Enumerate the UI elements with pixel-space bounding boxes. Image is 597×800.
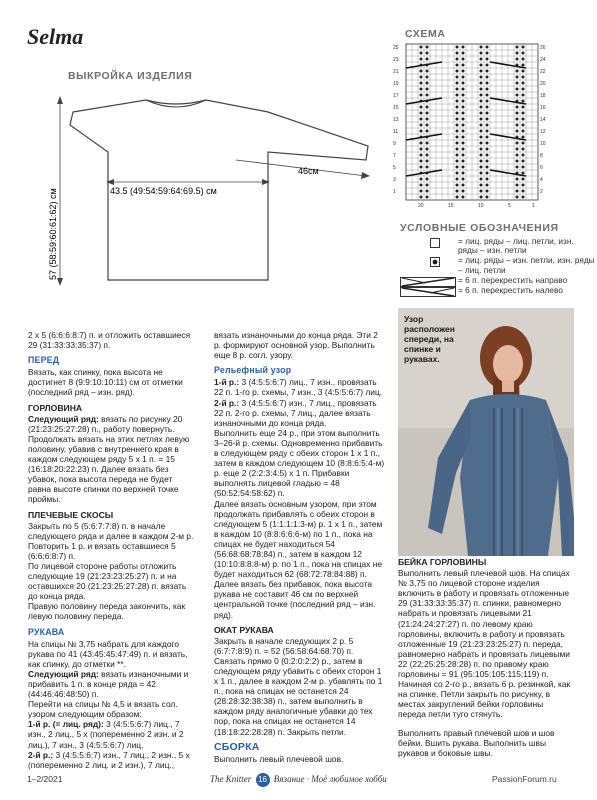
purl-dot [522,148,525,151]
page-number: 16 [256,773,270,787]
row1-paragraph: 1-й р. (= лиц. ряд): 3 (4:5:5:6:7) лиц., 7 изн., 2 лиц., 5 х (попеременно 2 изн. и 2 лиц.), 7 изн., 3 (4:5:5:6:7) лиц. [28,719,184,750]
purl-dot [486,118,489,121]
purl-dot [456,148,459,151]
purl-dot [426,70,429,73]
row-label: 21 [393,69,399,75]
purl-dot [462,100,465,103]
purl-dot [420,184,423,187]
purl-dot [420,166,423,169]
purl-dot [426,46,429,49]
purl-dot [456,154,459,157]
purl-dot [420,112,423,115]
purl-dot [522,64,525,67]
purl-dot [462,64,465,67]
purl-dot [462,88,465,91]
purl-dot [522,100,525,103]
purl-dot [462,124,465,127]
purl-dot [486,112,489,115]
purl-dot [456,94,459,97]
relief-text-3: Далее вязать без прибавок, пока высота рукава не составит 46 см по верхней центральной точке (последний ряд – изн. ряд). [214,579,376,620]
purl-dot [486,46,489,49]
purl-dot [516,154,519,157]
cap-text: Закрыть в начале следующих 2 р. 5 (6:7:7:8:9) п. = 52 (56:58:64:68:70) п. Связать прямо 0 (0:2:0:2:2) р., затем в следующем ряду убавить с обеих сторон 1 х 1 п., далее в каждом 2-м р. убавлять по 1 п., пока на спицах не останется 24 (28:28:32:38:38) п., затем выполнить в каждом ряду аналогичные убавки до тех пор, пока на спицах не останется 14 (18:18:22:28:28) п. Закрыть петли. [214,635,383,737]
legend-title: УСЛОВНЫЕ ОБОЗНАЧЕНИЯ [400,222,559,234]
purl-dot [516,166,519,169]
pattern-title: ВЫКРОЙКА ИЗДЕЛИЯ [68,70,193,82]
purl-dot [462,52,465,55]
row-label: 18 [540,93,546,99]
purl-dot [522,46,525,49]
purl-dot [480,100,483,103]
purl-dot [480,172,483,175]
purl-dot [486,100,489,103]
purl-dot [480,88,483,91]
row-label: 17 [393,93,399,99]
purl-dot [456,124,459,127]
purl-dot [420,94,423,97]
purl-dot [426,88,429,91]
relief-text-2: Далее вязать основным узором, при этом продолжать прибавлять с обеих сторон в следующем 5 (1:1:1:1:3-м) р. 1 х 1 п., затем в каждом 10 (8:8:6:6:6-м) по 1 п., пока на спицах не будет находиться 54 (56:68:68:78:84) п., затем в каждом 12 (10:10:8:8:8-м) р. по 1 п., пока на спицах не будет находиться 62 (68:72:78:84:88) п. [214,498,383,580]
text-column-2 [214,330,386,764]
purl-dot [456,82,459,85]
purl-dot [486,154,489,157]
purl-dot [462,172,465,175]
purl-dot [480,58,483,61]
purl-dot [516,76,519,79]
relief-heading: Рельефный узор [214,365,292,376]
purl-dot [420,88,423,91]
purl-dot [480,70,483,73]
purl-dot [480,64,483,67]
purl-dot [426,178,429,181]
front-text: Вязать, как спинку, пока высота не достигнет 8 (9:9:10:10:11) см от отметки (последний ряд – изн. ряд). [28,367,183,398]
purl-dot [456,52,459,55]
purl-dot [420,178,423,181]
text-column-3 [398,557,572,758]
cable-left-icon [400,287,456,297]
row-label: 22 [540,69,546,75]
purl-dot [456,196,459,199]
purl-dot [480,76,483,79]
dot-square-icon [430,257,440,267]
purl-dot [462,136,465,139]
purl-dot [426,184,429,187]
purl-dot [420,130,423,133]
purl-dot [456,160,459,163]
purl-dot [420,52,423,55]
cap-heading: ОКАТ РУКАВА [214,624,274,635]
purl-dot [486,94,489,97]
magazine-line: The Knitter 16 Вязание · Моё любимое хобби [210,773,387,787]
row-label: 14 [540,117,546,123]
column-label: 10 [478,203,484,209]
purl-dot [480,196,483,199]
row-label: 6 [540,165,543,171]
purl-dot [462,106,465,109]
assembly-heading: СБОРКА [214,740,260,753]
purl-dot [480,118,483,121]
purl-dot [420,190,423,193]
purl-dot [426,130,429,133]
assembly-text: Выполнить левый плечевой шов. [214,753,344,764]
purl-dot [480,148,483,151]
purl-dot [462,82,465,85]
text-column-1 [28,330,194,770]
purl-dot [522,58,525,61]
purl-dot [522,160,525,163]
purl-dot [522,106,525,109]
row-label: 15 [393,105,399,111]
purl-dot [456,64,459,67]
column-label: 1 [532,203,535,209]
purl-dot [486,172,489,175]
purl-dot [516,52,519,55]
purl-dot [480,142,483,145]
purl-dot [462,184,465,187]
sleeves-heading: РУКАВА [28,626,65,637]
purl-dot [516,124,519,127]
column-label: 20 [418,203,424,209]
purl-dot [462,154,465,157]
brand-title: Selma [27,24,84,49]
purl-dot [426,190,429,193]
purl-dot [480,136,483,139]
purl-dot [516,58,519,61]
purl-dot [522,184,525,187]
legend [430,237,595,296]
purl-dot [462,178,465,181]
purl-dot [486,142,489,145]
purl-dot [456,58,459,61]
purl-dot [486,196,489,199]
row-label: 11 [393,129,399,135]
shoulder-heading: ПЛЕЧЕВЫЕ СКОСЫ [28,509,114,520]
purl-dot [426,118,429,121]
purl-dot [426,112,429,115]
garment-schematic [36,80,399,295]
purl-dot [522,76,525,79]
purl-dot [426,142,429,145]
purl-dot [456,76,459,79]
purl-dot [522,94,525,97]
purl-dot [516,112,519,115]
row-label: 23 [393,57,399,63]
column-label: 15 [448,203,454,209]
purl-dot [480,160,483,163]
purl-dot [420,142,423,145]
purl-dot [522,154,525,157]
purl-dot [522,70,525,73]
purl-dot [456,172,459,175]
legend-item-knit: = лиц. ряды – лиц. петли, изн. ряды – изн. петли [430,237,595,255]
purl-dot [456,184,459,187]
row-label: 24 [540,57,546,63]
purl-dot [516,82,519,85]
purl-dot [486,184,489,187]
row-label: 10 [540,141,546,147]
purl-dot [480,94,483,97]
purl-dot [420,46,423,49]
purl-dot [516,190,519,193]
purl-dot [426,196,429,199]
row-label: 4 [540,177,543,183]
front-heading: ПЕРЕД [28,355,60,366]
row-label: 16 [540,105,546,111]
band-text-1: Выполнить левый плечевой шов. На спицах № 3,75 по лицевой стороне изделия включить в работу и провязать отложенные 29 (31:33:33:35:37) п. спинки, равномерно набрать и провязать лицевыми 21 (21:24:24:27:27) п. по левому краю горловины, включить в работу и провязать отложенные 19 (21:23:23:25:27) п. переда, равномерно набрать и провязать лицевыми 22 (22:25:25:28:28) п. по правому краю горловины = 91 (95:105:105:115:119) п. [398,568,570,680]
purl-dot [516,178,519,181]
purl-dot [480,178,483,181]
purl-dot [426,58,429,61]
sleeve-text-3: Перейти на спицы № 4,5 и вязать сол. узором следующим образом: [28,699,178,720]
purl-dot [426,160,429,163]
purl-dot [456,136,459,139]
band-text-2: Начиная со 2-го р., вязать 6 р. резинкой, как на спинке. Петли закрыть по рисунку, в местах закруглений бейки горловины переда петли туго стянуть. [398,679,571,720]
purl-dot [456,142,459,145]
page-footer [0,770,597,792]
shoulder-text-3: Правую половину переда закончить, как левую половину переда. [28,601,186,622]
purl-dot [480,46,483,49]
row-label: 25 [393,45,399,51]
purl-dot [486,106,489,109]
purl-dot [480,106,483,109]
sleeve-text-1: На спицы № 3,75 набрать для каждого рукава по 41 (43:45:45:47:49) п. и вязать, как спинку, до отметки **. [28,638,188,669]
purl-dot [480,82,483,85]
knit-chart [392,42,560,222]
col2-intro: вязать изнаночными до конца ряда. Эти 2 р. формируют основной узор. Выполнить еще 8 р. согл. узору. [214,330,378,361]
purl-dot [420,106,423,109]
purl-dot [426,106,429,109]
purl-dot [516,46,519,49]
issue-number: 1–2/2021 [27,774,63,784]
purl-dot [420,118,423,121]
row-label: 26 [540,45,546,51]
purl-dot [486,166,489,169]
purl-dot [420,154,423,157]
purl-dot [516,94,519,97]
shoulder-text-2: По лицевой стороне работы отложить следующие 19 (21:23:23:25:27) п. и на оставшихся 20 (21:23:25:27:28) п. вязать до конца ряда. [28,560,187,602]
purl-dot [480,184,483,187]
row-label: 9 [393,141,396,147]
schema-title: СХЕМА [405,28,446,40]
band-text-3: Выполнить правый плечевой шов и шов бейки. Вшить рукава. Выполнить швы рукавов и боковые швы. [398,727,555,758]
purl-dot [522,142,525,145]
purl-dot [480,166,483,169]
purl-dot [420,148,423,151]
purl-dot [516,196,519,199]
purl-dot [522,88,525,91]
purl-dot [486,58,489,61]
relief-text-1: Выполнить еще 24 р., при этом выполнить 3–26-й р. схемы. Одновременно прибавить в следующем ряду с обеих сторон 1 х 1 п., затем в каждом следующем 10 (8:8:6:5:4-м) р. еще 2 (2:2:3:4:5) х 1 п. Прибавки выполнять лицевой гладью = 48 (50:52:54:58:62) п. [214,427,385,499]
empty-square-icon [430,238,440,248]
purl-dot [480,154,483,157]
relief-row1: 1-й р.: 3 (4:5:5:6:7) лиц., 7 изн., провязать 22 п. 1-го р. схемы, 7 изн., 3 (4:5:5:6:7) лиц. [214,377,383,398]
purl-dot [486,148,489,151]
purl-dot [426,148,429,151]
purl-dot [456,166,459,169]
row-label: 19 [393,81,399,87]
purl-dot [486,64,489,67]
purl-dot [420,160,423,163]
purl-dot [486,160,489,163]
purl-dot [522,196,525,199]
purl-dot [456,130,459,133]
purl-dot [420,58,423,61]
purl-dot [420,82,423,85]
purl-dot [462,112,465,115]
purl-dot [486,178,489,181]
row-label: 12 [540,129,546,135]
purl-dot [522,118,525,121]
purl-dot [516,148,519,151]
purl-dot [426,124,429,127]
row-label: 20 [540,81,546,87]
purl-dot [462,130,465,133]
purl-dot [462,118,465,121]
row-label: 1 [393,189,396,195]
legend-item-cross-right: = 6 п. перекрестить направо [430,276,595,285]
purl-dot [456,70,459,73]
row-label: 5 [393,165,396,171]
purl-dot [456,88,459,91]
purl-dot [522,166,525,169]
purl-dot [420,76,423,79]
band-heading: БЕЙКА ГОРЛОВИНЫ [398,557,487,567]
purl-dot [462,190,465,193]
legend-item-purl: = лиц. ряды – изн. петли, изн. ряды – лиц. петли [430,256,595,274]
sleeve-paragraph: Следующий ряд: вязать изнаночными и прибавить 1 п. в конце ряда = 42 (44:46:46:48:50) п. [28,668,189,700]
purl-dot [480,190,483,193]
row-label: 13 [393,117,399,123]
purl-dot [480,124,483,127]
purl-dot [522,136,525,139]
neck-paragraph: Следующий ряд: вязать по рисунку 20 (21:23:25:27:28) п., работу повернуть. Продолжать вязать на этих петлях левую половину, убавив с внутреннего края в каждом следующем ряду 5 х 1 п. = 15 (16:18:20:22:23) п. Далее вязать без убавок, пока высота переда не будет равна высоте спинки по верхней точке проймы. [28,413,190,505]
purl-dot [426,82,429,85]
purl-dot [516,130,519,133]
purl-dot [420,124,423,127]
shoulder-text-1: Закрыть по 5 (5:6:7:7:8) п. в начале следующего ряда и далее в каждом 2-м р. Повторить 1 р. и вязать оставшиеся 5 (6:6:6:8:7) п. [28,520,194,561]
height-label: 57 (58:59:60:61:62) см [48,188,58,280]
purl-dot [522,130,525,133]
purl-dot [486,124,489,127]
purl-dot [462,148,465,151]
purl-dot [522,190,525,193]
purl-dot [462,94,465,97]
purl-dot [522,112,525,115]
purl-dot [420,70,423,73]
purl-dot [426,154,429,157]
purl-dot [426,94,429,97]
column-label: 5 [508,203,511,209]
purl-dot [486,76,489,79]
purl-dot [486,82,489,85]
purl-dot [486,136,489,139]
purl-dot [516,184,519,187]
purl-dot [480,112,483,115]
purl-dot [426,76,429,79]
purl-dot [462,196,465,199]
purl-dot [456,106,459,109]
purl-dot [456,46,459,49]
purl-dot [456,112,459,115]
purl-dot [480,130,483,133]
neck-heading: ГОРЛОВИНА [28,402,83,413]
watermark-site: PassionForum.ru [492,774,557,784]
purl-dot [522,172,525,175]
purl-dot [522,178,525,181]
purl-dot [516,142,519,145]
purl-dot [516,88,519,91]
purl-dot [462,142,465,145]
purl-dot [426,166,429,169]
purl-dot [462,58,465,61]
purl-dot [516,160,519,163]
purl-dot [456,118,459,121]
row-label: 7 [393,153,396,159]
purl-dot [486,130,489,133]
purl-dot [420,196,423,199]
purl-dot [516,106,519,109]
row2-paragraph: 2-й р.: 3 (4:5:5:6:7) изн., 7 лиц., 2 изн., 5 х (попеременно 2 лиц. и 2 изн.), 7 лиц., [28,749,190,770]
purl-dot [486,88,489,91]
purl-dot [522,82,525,85]
purl-dot [462,160,465,163]
purl-dot [462,70,465,73]
row-label: 8 [540,153,543,159]
width-label: 43.5 (49:54:59:64:69.5) см [110,186,217,196]
col1-intro: 2 х 5 (6:6:6:8:7) п. и отложить оставшиеся 29 (31:33:33:35:37) п. [28,330,191,351]
photo-caption: Узор расположен спереди, на спинке и рукавах. [404,314,455,364]
purl-dot [456,178,459,181]
purl-dot [522,124,525,127]
purl-dot [480,52,483,55]
purl-dot [462,46,465,49]
purl-dot [426,52,429,55]
purl-dot [456,190,459,193]
row-label: 2 [540,189,543,195]
purl-dot [456,100,459,103]
purl-dot [486,52,489,55]
legend-item-cross-left: = 6 п. перекрестить налево [430,286,595,295]
purl-dot [522,52,525,55]
relief-row2: 2-й р.: 3 (4:5:5:6:7) изн., 7 лиц., провязать 22 п. 2-го р. схемы, 7 лиц., далее вязать изнаночными до конца ряда. [214,397,377,428]
purl-dot [486,70,489,73]
purl-dot [462,166,465,169]
purl-dot [516,118,519,121]
purl-dot [462,76,465,79]
sleeve-label: 46см [298,166,319,176]
purl-dot [516,70,519,73]
row-label: 3 [393,177,396,183]
purl-dot [486,190,489,193]
